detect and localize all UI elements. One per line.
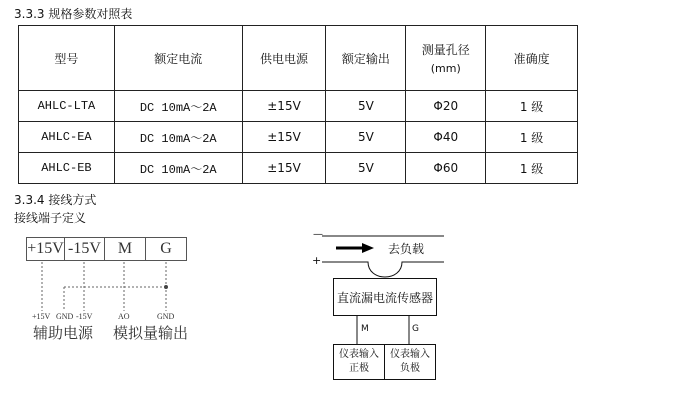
table-cell: AHLC-EA [19,122,115,153]
table-cell: ±15V [242,122,326,153]
terminal-minus15v: -15V [65,237,105,261]
sensor-label: 直流漏电流传感器 [336,290,433,305]
table-cell: DC 10mA～2A [114,91,242,122]
sensor-box [333,278,437,316]
table-cell: 5V [326,122,406,153]
table-cell: 5V [326,153,406,184]
table-cell: Φ60 [406,153,486,184]
section-333-heading: 3.3.3 规格参数对照表 [14,7,133,21]
meter-input-positive-box [333,344,385,380]
terminal-definition-heading: 接线端子定义 [14,211,87,225]
header-model: 型号 [19,26,115,91]
table-cell: Φ40 [406,122,486,153]
header-aperture-label: 测量孔径 [421,43,470,57]
load-label: 去负载 [388,242,425,256]
table-cell: Φ20 [406,91,486,122]
table-cell: AHLC-EB [19,153,115,184]
plus-sign: + [312,254,322,267]
header-power-supply: 供电电源 [242,26,326,91]
table-cell: DC 10mA～2A [114,153,242,184]
meter-input-positive-label: 仪表输入正极 [339,349,379,374]
pin-label-minus15v: -15V [76,312,93,321]
header-accuracy: 准确度 [486,26,578,91]
pin-label-gnd-output: GND [157,312,175,321]
section-334-heading: 3.3.4 接线方式 [14,193,97,207]
terminal-plus15v: +15V [26,237,65,261]
pin-label-plus15v: +15V [32,312,51,321]
table-cell: 1 级 [486,153,578,184]
table-cell: AHLC-LTA [19,91,115,122]
pin-label-gnd-power: GND [56,312,74,321]
positive-conductor [322,262,444,277]
group-label-analog-output: 模拟量输出 [113,324,189,342]
header-rated-output: 额定输出 [326,26,406,91]
table-cell: ±15V [242,91,326,122]
pin-label-ao: AO [118,312,130,321]
table-cell: 1 级 [486,91,578,122]
terminal-m: M [105,237,146,261]
header-rated-current: 额定电流 [114,26,242,91]
minus-sign: — [313,229,323,240]
meter-input-negative-label: 仪表输入负极 [390,349,430,374]
table-cell: 5V [326,91,406,122]
wire-g-label: G [412,324,419,334]
header-aperture-unit: (mm) [430,62,461,75]
terminal-g: G [146,237,187,261]
group-label-aux-power: 辅助电源 [33,324,94,342]
table-cell: 1 级 [486,122,578,153]
table-cell: DC 10mA～2A [114,122,242,153]
table-cell: ±15V [242,153,326,184]
wire-m-label: M [361,324,369,334]
meter-input-negative-box [384,344,436,380]
